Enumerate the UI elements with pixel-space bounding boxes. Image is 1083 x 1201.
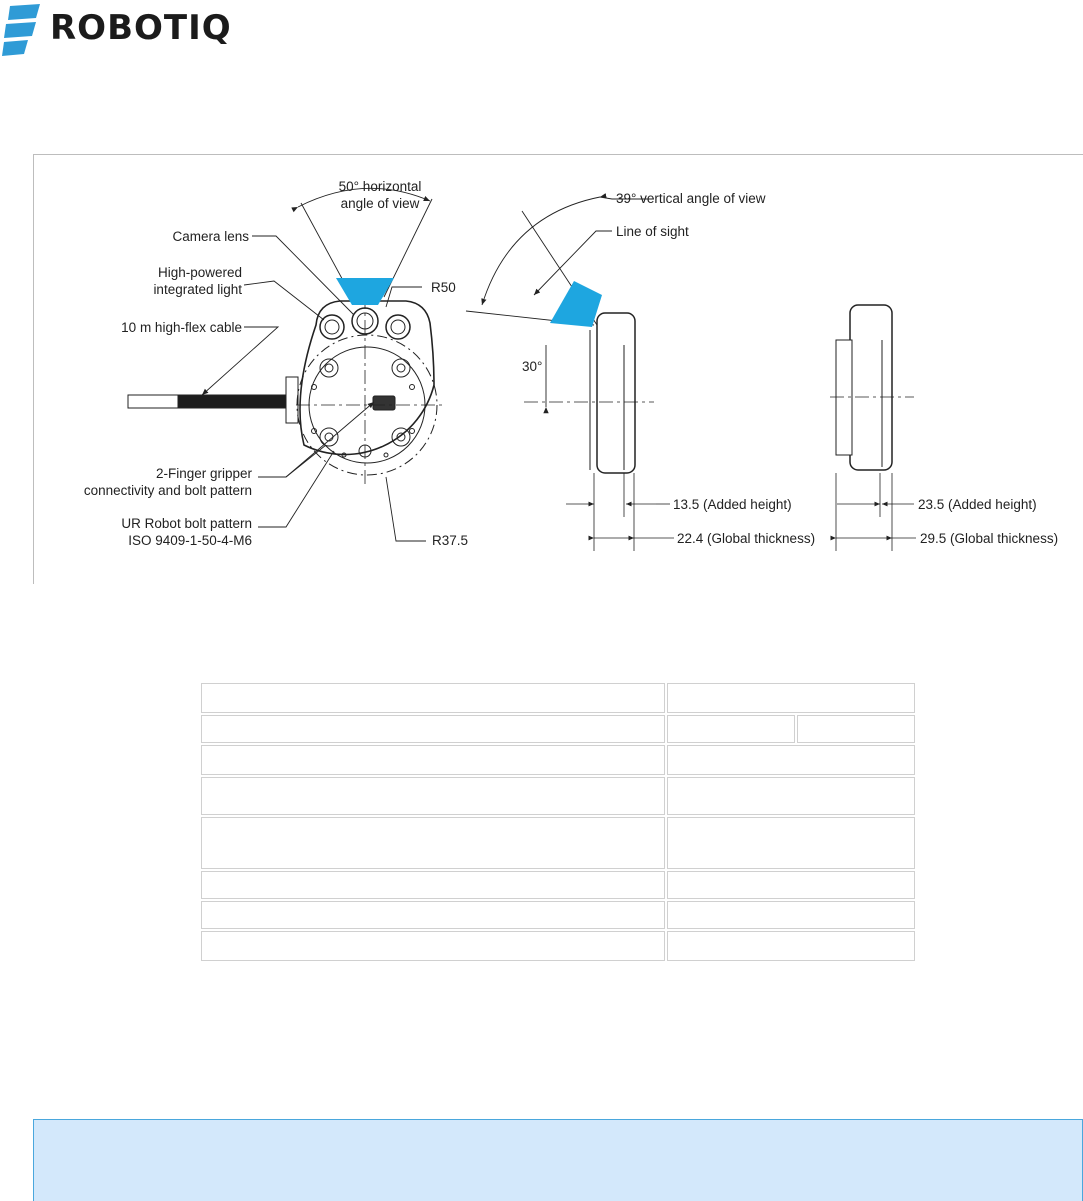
table-cell-label — [201, 871, 665, 899]
table-cell-value — [667, 715, 795, 743]
robotiq-logo-icon — [2, 2, 48, 58]
label-back-added: 23.5 (Added height) — [918, 497, 1037, 512]
label-r375: R37.5 — [432, 533, 469, 548]
leader-cable — [202, 327, 278, 395]
table-cell-value — [667, 901, 915, 929]
drawing-canvas — [34, 155, 1083, 585]
label-vertical-angle: 39° vertical angle of view — [616, 191, 766, 206]
light-left — [320, 315, 344, 339]
cable-connector — [286, 377, 298, 423]
back-view-body — [850, 305, 892, 470]
table-cell-label — [201, 745, 665, 775]
table-cell-value — [667, 777, 915, 815]
label-r50: R50 — [431, 280, 456, 295]
leader-r375 — [386, 477, 426, 541]
leader-ur — [258, 451, 334, 527]
side-view-body — [597, 313, 635, 473]
label-gripper-1: 2-Finger gripper — [155, 466, 252, 481]
specifications-table — [199, 681, 917, 963]
table-cell-value — [667, 683, 915, 713]
table-cell-label — [201, 901, 665, 929]
table-cell-value — [667, 931, 915, 961]
label-horizontal-angle-1: 50° horizontal — [338, 179, 422, 194]
label-ur-1: UR Robot bolt pattern — [121, 516, 252, 531]
label-horizontal-angle-2: angle of view — [340, 196, 420, 211]
label-tilt: 30° — [522, 359, 543, 374]
label-light-2: integrated light — [153, 282, 242, 297]
table-cell-value — [667, 871, 915, 899]
table-cell-label — [201, 715, 665, 743]
gripper-connector — [373, 396, 395, 410]
label-line-of-sight: Line of sight — [616, 224, 689, 239]
table-row — [201, 715, 915, 743]
table-row — [201, 931, 915, 961]
table-row — [201, 871, 915, 899]
table-cell-value — [797, 715, 915, 743]
back-view-adapter — [836, 340, 852, 455]
label-light-1: High-powered — [157, 265, 242, 280]
table-row — [201, 683, 915, 713]
table-cell-label — [201, 683, 665, 713]
cable-sleeve-light — [128, 395, 178, 408]
leader-light — [244, 281, 324, 320]
table-row — [201, 777, 915, 815]
cable-sleeve-dark — [178, 395, 286, 408]
brand-wordmark: ROBOTIQ — [50, 8, 232, 48]
label-side-global: 22.4 (Global thickness) — [677, 531, 816, 546]
label-cable: 10 m high-flex cable — [121, 320, 242, 335]
dimension-drawing — [33, 154, 1083, 584]
table-cell-label — [201, 931, 665, 961]
label-camera-lens: Camera lens — [172, 229, 249, 244]
info-note-box — [33, 1119, 1083, 1201]
table-row — [201, 817, 915, 869]
light-right — [386, 315, 410, 339]
table-cell-value — [667, 817, 915, 869]
table-cell-value — [667, 745, 915, 775]
table-cell-label — [201, 817, 665, 869]
table-row — [201, 745, 915, 775]
label-back-global: 29.5 (Global thickness) — [920, 531, 1059, 546]
table-cell-label — [201, 777, 665, 815]
label-gripper-2: connectivity and bolt pattern — [83, 483, 252, 498]
table-row — [201, 901, 915, 929]
robotiq-logo — [2, 2, 252, 58]
label-side-added: 13.5 (Added height) — [673, 497, 792, 512]
label-ur-2: ISO 9409-1-50-4-M6 — [128, 533, 252, 548]
